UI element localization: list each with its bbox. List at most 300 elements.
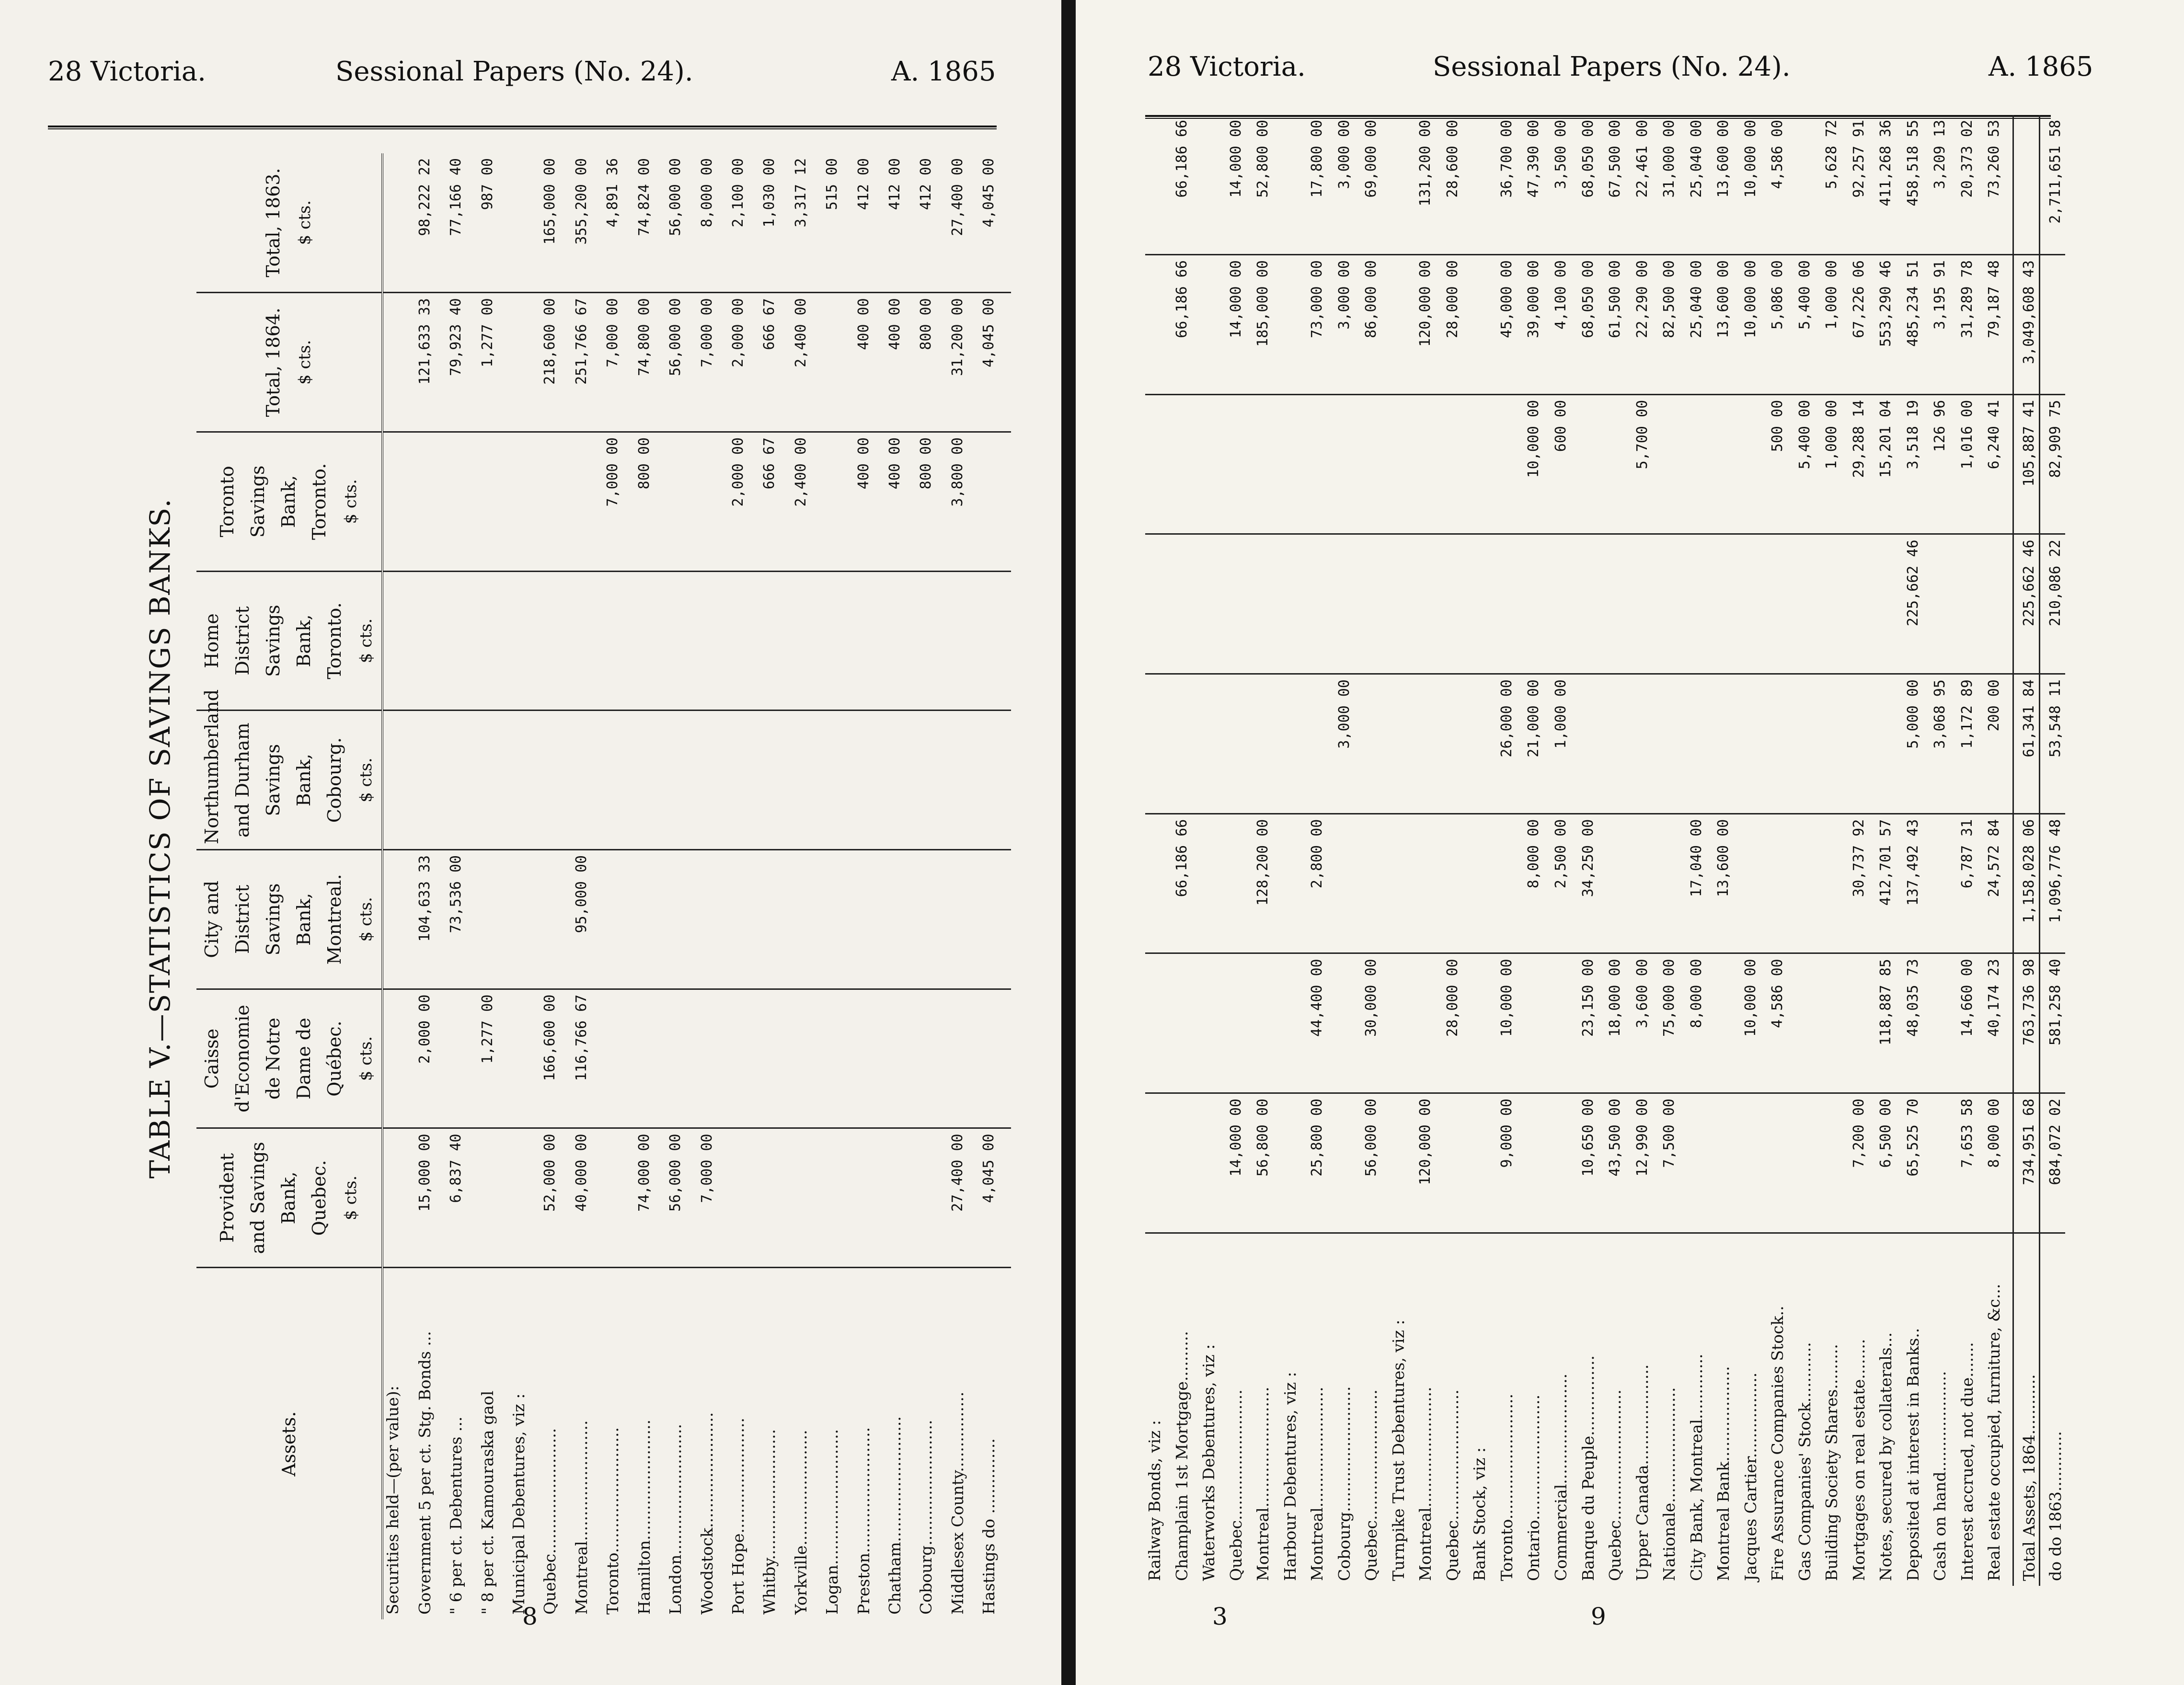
value-cell: 1,016 00 bbox=[1958, 394, 1985, 534]
row-label: Logan........................... bbox=[823, 1429, 842, 1615]
value-cell bbox=[917, 571, 948, 711]
value-cell: 400 00 bbox=[854, 432, 885, 571]
value-cell: 10,000 00 bbox=[1741, 115, 1769, 255]
value-cell bbox=[917, 850, 948, 989]
value-cell: 553,290 46 bbox=[1876, 255, 1904, 395]
value-cell: 20,373 02 bbox=[1958, 115, 1985, 255]
value-cell bbox=[1822, 674, 1850, 814]
row-label: Cobourg......................... bbox=[1334, 1386, 1354, 1581]
value-cell: 4,045 00 bbox=[979, 1128, 1011, 1268]
value-cell: 92,257 91 bbox=[1850, 115, 1877, 255]
value-cell bbox=[1741, 814, 1769, 953]
value-cell bbox=[666, 850, 697, 989]
value-cell: 4,586 00 bbox=[1768, 115, 1795, 255]
value-cell bbox=[1687, 674, 1714, 814]
value-cell bbox=[1497, 534, 1525, 674]
table-row bbox=[415, 153, 447, 1619]
value-cell: 10,000 00 bbox=[1741, 255, 1769, 395]
value-cell bbox=[1335, 953, 1362, 1093]
value-cell bbox=[1389, 953, 1416, 1093]
value-cell bbox=[1281, 115, 1308, 255]
value-cell bbox=[478, 850, 509, 989]
value-cell bbox=[823, 293, 854, 432]
value-cell bbox=[666, 432, 697, 571]
value-cell bbox=[760, 989, 791, 1128]
value-cell bbox=[1281, 534, 1308, 674]
value-cell bbox=[1470, 394, 1497, 534]
value-cell: 515 00 bbox=[823, 153, 854, 293]
value-cell bbox=[792, 1128, 823, 1268]
row-label: Middlesex County................ bbox=[948, 1391, 967, 1615]
value-cell bbox=[478, 1128, 509, 1268]
column-header: Northumberland and Durham Savings Bank, Cobourg. $ cts. bbox=[196, 711, 382, 850]
value-cell bbox=[1470, 255, 1497, 395]
value-cell bbox=[979, 989, 1011, 1128]
value-cell bbox=[729, 989, 760, 1128]
value-cell bbox=[1552, 1093, 1579, 1233]
table-row bbox=[698, 153, 729, 1619]
value-cell: 128,200 00 bbox=[1253, 814, 1281, 953]
table-row bbox=[1579, 115, 1606, 1586]
value-cell bbox=[1633, 814, 1660, 953]
table-row bbox=[1389, 115, 1416, 1586]
value-cell bbox=[979, 432, 1011, 571]
value-cell bbox=[1931, 534, 1958, 674]
value-cell: 23,150 00 bbox=[1579, 953, 1606, 1093]
value-cell bbox=[948, 850, 979, 989]
right-table-frame bbox=[1145, 115, 2065, 1586]
value-cell bbox=[415, 711, 447, 850]
value-cell: 69,000 00 bbox=[1362, 115, 1389, 255]
table-title: TABLE V.—STATISTICS OF SAVINGS BANKS. bbox=[144, 498, 176, 1179]
value-cell bbox=[823, 989, 854, 1128]
value-cell bbox=[1795, 953, 1823, 1093]
value-cell bbox=[1687, 534, 1714, 674]
folio-number: 9 bbox=[1591, 1603, 1606, 1630]
value-cell bbox=[854, 1128, 885, 1268]
value-cell: 56,000 00 bbox=[666, 293, 697, 432]
value-cell bbox=[509, 153, 540, 293]
value-cell bbox=[1335, 1093, 1362, 1233]
value-cell: 2,400 00 bbox=[792, 293, 823, 432]
value-cell bbox=[1281, 953, 1308, 1093]
value-cell: 18,000 00 bbox=[1606, 953, 1633, 1093]
value-cell bbox=[1768, 674, 1795, 814]
value-cell: 21,000 00 bbox=[1524, 674, 1552, 814]
table-row bbox=[1443, 115, 1471, 1586]
value-cell bbox=[572, 711, 603, 850]
value-cell bbox=[1335, 534, 1362, 674]
header-year-code: A. 1865 bbox=[891, 56, 996, 87]
value-cell bbox=[1606, 674, 1633, 814]
value-cell bbox=[1145, 394, 1172, 534]
value-cell bbox=[1714, 394, 1741, 534]
value-cell: 1,277 00 bbox=[478, 293, 509, 432]
value-cell: 3,000 00 bbox=[1335, 115, 1362, 255]
value-cell bbox=[1741, 674, 1769, 814]
table-row bbox=[979, 153, 1011, 1619]
row-label: Municipal Debentures, viz : bbox=[509, 1393, 528, 1615]
value-cell: 86,000 00 bbox=[1362, 255, 1389, 395]
value-cell: 53,548 11 bbox=[2040, 674, 2066, 814]
row-label: Toronto......................... bbox=[603, 1427, 622, 1615]
value-cell bbox=[382, 989, 415, 1128]
table-row bbox=[1335, 115, 1362, 1586]
value-cell: 1,277 00 bbox=[478, 989, 509, 1128]
value-cell: 73,536 00 bbox=[447, 850, 478, 989]
value-cell: 2,000 00 bbox=[729, 432, 760, 571]
value-cell bbox=[729, 850, 760, 989]
value-cell bbox=[979, 711, 1011, 850]
value-cell bbox=[382, 153, 415, 293]
table-row bbox=[760, 153, 791, 1619]
value-cell: 412 00 bbox=[854, 153, 885, 293]
value-cell: 355,200 00 bbox=[572, 153, 603, 293]
row-label: Mortgages on real estate........ bbox=[1849, 1339, 1868, 1581]
value-cell bbox=[948, 989, 979, 1128]
value-cell: 218,600 00 bbox=[540, 293, 572, 432]
table-row bbox=[1741, 115, 1769, 1586]
value-cell: 10,650 00 bbox=[1579, 1093, 1606, 1233]
value-cell: 600 00 bbox=[1552, 394, 1579, 534]
table-row bbox=[1416, 115, 1443, 1586]
table-row bbox=[792, 153, 823, 1619]
table-row bbox=[1308, 115, 1335, 1586]
value-cell bbox=[854, 989, 885, 1128]
value-cell bbox=[2013, 115, 2040, 255]
value-cell bbox=[698, 432, 729, 571]
value-cell: 5,000 00 bbox=[1904, 674, 1931, 814]
value-cell: 2,400 00 bbox=[792, 432, 823, 571]
value-cell: 3,500 00 bbox=[1552, 115, 1579, 255]
value-cell: 5,400 00 bbox=[1795, 255, 1823, 395]
value-cell: 31,000 00 bbox=[1660, 115, 1687, 255]
value-cell bbox=[572, 432, 603, 571]
value-cell bbox=[447, 989, 478, 1128]
value-cell bbox=[478, 711, 509, 850]
row-label: Notes, secured by collaterals... bbox=[1876, 1332, 1896, 1581]
value-cell bbox=[792, 989, 823, 1128]
value-cell: 121,633 33 bbox=[415, 293, 447, 432]
value-cell: 6,500 00 bbox=[1876, 1093, 1904, 1233]
value-cell: 5,400 00 bbox=[1795, 394, 1823, 534]
row-label: Waterworks Debentures, viz : bbox=[1199, 1344, 1218, 1581]
value-cell bbox=[1227, 674, 1254, 814]
value-cell bbox=[1687, 1093, 1714, 1233]
row-label: Montreal........................ bbox=[1416, 1387, 1435, 1581]
value-cell bbox=[1443, 814, 1471, 953]
value-cell bbox=[1660, 814, 1687, 953]
value-cell: 200 00 bbox=[1985, 674, 2013, 814]
value-cell: 27,400 00 bbox=[948, 1128, 979, 1268]
value-cell bbox=[1470, 953, 1497, 1093]
left-page bbox=[0, 0, 1061, 1685]
table-row bbox=[1199, 115, 1227, 1586]
value-cell bbox=[698, 571, 729, 711]
value-cell bbox=[1416, 394, 1443, 534]
value-cell bbox=[1308, 674, 1335, 814]
value-cell: 104,633 33 bbox=[415, 850, 447, 989]
value-cell: 56,000 00 bbox=[666, 153, 697, 293]
row-label: Hastings do ............... bbox=[979, 1438, 999, 1615]
value-cell: 56,800 00 bbox=[1253, 1093, 1281, 1233]
value-cell: 210,086 22 bbox=[2040, 534, 2066, 674]
value-cell: 7,000 00 bbox=[698, 293, 729, 432]
row-label: Harbour Debentures, viz : bbox=[1280, 1372, 1299, 1581]
value-cell bbox=[635, 711, 666, 850]
value-cell: 82,909 75 bbox=[2040, 394, 2066, 534]
value-cell: 4,891 36 bbox=[603, 153, 634, 293]
header-rule bbox=[48, 126, 997, 129]
value-cell bbox=[1145, 1093, 1172, 1233]
value-cell bbox=[1253, 534, 1281, 674]
value-cell bbox=[509, 989, 540, 1128]
value-cell: 411,268 36 bbox=[1876, 115, 1904, 255]
value-cell bbox=[382, 1128, 415, 1268]
value-cell bbox=[1606, 534, 1633, 674]
table-row bbox=[1850, 115, 1877, 1586]
value-cell bbox=[1362, 674, 1389, 814]
row-label: Nationale....................... bbox=[1660, 1387, 1679, 1581]
value-cell: 7,653 58 bbox=[1958, 1093, 1985, 1233]
value-cell: 4,100 00 bbox=[1552, 255, 1579, 395]
row-label: Montreal........................ bbox=[1308, 1387, 1327, 1581]
value-cell bbox=[1389, 674, 1416, 814]
table-row bbox=[729, 153, 760, 1619]
value-cell bbox=[1172, 1093, 1200, 1233]
value-cell: 36,700 00 bbox=[1497, 115, 1525, 255]
table-row bbox=[1633, 115, 1660, 1586]
table-row bbox=[1904, 115, 1931, 1586]
value-cell bbox=[1199, 534, 1227, 674]
value-cell bbox=[1172, 953, 1200, 1093]
row-label: Bank Stock, viz : bbox=[1470, 1447, 1489, 1581]
value-cell: 8,000 00 bbox=[1985, 1093, 2013, 1233]
value-cell: 6,837 40 bbox=[447, 1128, 478, 1268]
value-cell: 7,500 00 bbox=[1660, 1093, 1687, 1233]
value-cell: 251,766 67 bbox=[572, 293, 603, 432]
table-row bbox=[823, 153, 854, 1619]
value-cell: 61,341 84 bbox=[2013, 674, 2040, 814]
value-cell bbox=[729, 711, 760, 850]
value-cell: 2,500 00 bbox=[1552, 814, 1579, 953]
value-cell bbox=[635, 571, 666, 711]
row-label: " 8 per ct. Kamouraska gaol bbox=[478, 1390, 497, 1615]
row-label: Preston......................... bbox=[854, 1427, 873, 1615]
value-cell: 2,000 00 bbox=[729, 293, 760, 432]
value-cell: 17,800 00 bbox=[1308, 115, 1335, 255]
value-cell: 74,800 00 bbox=[635, 293, 666, 432]
value-cell bbox=[1335, 394, 1362, 534]
value-cell bbox=[1281, 814, 1308, 953]
value-cell bbox=[885, 1128, 917, 1268]
value-cell bbox=[1931, 814, 1958, 953]
value-cell bbox=[1876, 534, 1904, 674]
row-label: Interest accrued, not due....... bbox=[1957, 1342, 1977, 1581]
value-cell: 28,000 00 bbox=[1443, 255, 1471, 395]
table-row bbox=[1985, 115, 2013, 1586]
value-cell bbox=[1579, 534, 1606, 674]
row-label: Building Society Shares......... bbox=[1822, 1344, 1841, 1581]
value-cell bbox=[1199, 953, 1227, 1093]
value-cell bbox=[1145, 534, 1172, 674]
value-cell: 3,049,608 43 bbox=[2013, 255, 2040, 395]
value-cell: 5,086 00 bbox=[1768, 255, 1795, 395]
row-label: Woodstock....................... bbox=[697, 1412, 716, 1615]
value-cell bbox=[854, 850, 885, 989]
value-cell: 14,660 00 bbox=[1958, 953, 1985, 1093]
value-cell bbox=[1281, 255, 1308, 395]
value-cell bbox=[1497, 394, 1525, 534]
value-cell bbox=[540, 571, 572, 711]
value-cell bbox=[603, 571, 634, 711]
value-cell bbox=[917, 989, 948, 1128]
value-cell bbox=[698, 711, 729, 850]
value-cell: 56,000 00 bbox=[666, 1128, 697, 1268]
value-cell: 66,186 66 bbox=[1172, 255, 1200, 395]
value-cell: 28,000 00 bbox=[1443, 953, 1471, 1093]
row-label: Whitby.......................... bbox=[760, 1429, 779, 1615]
value-cell bbox=[823, 432, 854, 571]
value-cell: 95,000 00 bbox=[572, 850, 603, 989]
value-cell bbox=[382, 711, 415, 850]
table-row bbox=[1497, 115, 1525, 1586]
value-cell: 79,923 40 bbox=[447, 293, 478, 432]
value-cell: 13,600 00 bbox=[1714, 255, 1741, 395]
value-cell: 48,035 73 bbox=[1904, 953, 1931, 1093]
value-cell bbox=[1470, 814, 1497, 953]
value-cell bbox=[854, 571, 885, 711]
value-cell bbox=[1552, 534, 1579, 674]
value-cell bbox=[1443, 394, 1471, 534]
table-row bbox=[1822, 115, 1850, 1586]
row-label: Quebec.......................... bbox=[1362, 1389, 1381, 1581]
value-cell bbox=[540, 850, 572, 989]
value-cell: 137,492 43 bbox=[1904, 814, 1931, 953]
value-cell bbox=[415, 432, 447, 571]
value-cell: 26,000 00 bbox=[1497, 674, 1525, 814]
value-cell bbox=[509, 432, 540, 571]
value-cell bbox=[1470, 534, 1497, 674]
value-cell bbox=[1850, 534, 1877, 674]
value-cell bbox=[635, 989, 666, 1128]
value-cell bbox=[1253, 674, 1281, 814]
value-cell bbox=[1227, 534, 1254, 674]
value-cell: 185,000 00 bbox=[1253, 255, 1281, 395]
value-cell: 34,250 00 bbox=[1579, 814, 1606, 953]
value-cell bbox=[509, 711, 540, 850]
header-title: Sessional Papers (No. 24). bbox=[1433, 51, 1791, 82]
value-cell: 74,000 00 bbox=[635, 1128, 666, 1268]
column-header: Caisse d'Economie de Notre Dame de Québec. $ cts. bbox=[196, 989, 382, 1128]
value-cell: 987 00 bbox=[478, 153, 509, 293]
value-cell: 1,000 00 bbox=[1822, 255, 1850, 395]
value-cell bbox=[2040, 255, 2066, 395]
column-header: Assets. bbox=[196, 1268, 382, 1619]
value-cell bbox=[1362, 814, 1389, 953]
value-cell bbox=[1145, 255, 1172, 395]
value-cell: 13,600 00 bbox=[1714, 115, 1741, 255]
value-cell: 56,000 00 bbox=[1362, 1093, 1389, 1233]
value-cell: 3,195 91 bbox=[1931, 255, 1958, 395]
value-cell bbox=[1579, 674, 1606, 814]
value-cell bbox=[478, 571, 509, 711]
value-cell: 3,000 00 bbox=[1335, 674, 1362, 814]
value-cell: 4,045 00 bbox=[979, 153, 1011, 293]
value-cell: 4,586 00 bbox=[1768, 953, 1795, 1093]
value-cell bbox=[1281, 674, 1308, 814]
value-cell bbox=[792, 850, 823, 989]
value-cell bbox=[1145, 953, 1172, 1093]
left-table-frame bbox=[196, 153, 1011, 1619]
value-cell bbox=[1714, 953, 1741, 1093]
row-label: Cash on hand.................... bbox=[1931, 1371, 1950, 1581]
row-label: Montreal........................ bbox=[572, 1420, 591, 1615]
value-cell: 2,000 00 bbox=[415, 989, 447, 1128]
value-cell bbox=[1524, 953, 1552, 1093]
value-cell: 44,400 00 bbox=[1308, 953, 1335, 1093]
value-cell: 763,736 98 bbox=[2013, 953, 2040, 1093]
value-cell bbox=[1931, 953, 1958, 1093]
header-session: 28 Victoria. bbox=[48, 56, 206, 87]
value-cell bbox=[885, 989, 917, 1128]
value-cell bbox=[1145, 814, 1172, 953]
value-cell bbox=[823, 1128, 854, 1268]
table-row bbox=[1958, 115, 1985, 1586]
row-label: Real estate occupied, furniture, &c... bbox=[1985, 1284, 2004, 1581]
table-row bbox=[948, 153, 979, 1619]
value-cell bbox=[1308, 534, 1335, 674]
row-label: Government 5 per ct. Stg. Bonds ... bbox=[415, 1331, 434, 1615]
value-cell bbox=[666, 989, 697, 1128]
value-cell bbox=[1606, 814, 1633, 953]
table-row bbox=[1768, 115, 1795, 1586]
value-cell bbox=[1606, 394, 1633, 534]
value-cell: 131,200 00 bbox=[1416, 115, 1443, 255]
value-cell: 77,166 40 bbox=[447, 153, 478, 293]
value-cell: 412,701 57 bbox=[1876, 814, 1904, 953]
table-row bbox=[1172, 115, 1200, 1586]
value-cell bbox=[1199, 255, 1227, 395]
value-cell bbox=[885, 850, 917, 989]
value-cell: 6,787 31 bbox=[1958, 814, 1985, 953]
value-cell bbox=[1741, 534, 1769, 674]
value-cell bbox=[1850, 953, 1877, 1093]
value-cell: 98,222 22 bbox=[415, 153, 447, 293]
value-cell bbox=[1714, 1093, 1741, 1233]
row-label: Banque du Peuple................ bbox=[1578, 1355, 1598, 1581]
value-cell bbox=[1660, 394, 1687, 534]
value-cell bbox=[854, 711, 885, 850]
table-row bbox=[1795, 115, 1823, 1586]
value-cell: 1,158,028 06 bbox=[2013, 814, 2040, 953]
value-cell: 2,100 00 bbox=[729, 153, 760, 293]
table-row bbox=[1714, 115, 1741, 1586]
header-year-code: A. 1865 bbox=[1989, 51, 2093, 82]
row-label: Jacques Cartier................. bbox=[1741, 1372, 1760, 1581]
table-row bbox=[885, 153, 917, 1619]
value-cell: 29,288 14 bbox=[1850, 394, 1877, 534]
value-cell: 1,096,776 48 bbox=[2040, 814, 2066, 953]
value-cell: 68,050 00 bbox=[1579, 115, 1606, 255]
value-cell bbox=[1876, 674, 1904, 814]
value-cell bbox=[603, 1128, 634, 1268]
value-cell bbox=[666, 711, 697, 850]
value-cell bbox=[1443, 534, 1471, 674]
column-header: Total, 1863. $ cts. bbox=[196, 153, 382, 293]
value-cell: 225,662 46 bbox=[2013, 534, 2040, 674]
value-cell bbox=[509, 571, 540, 711]
